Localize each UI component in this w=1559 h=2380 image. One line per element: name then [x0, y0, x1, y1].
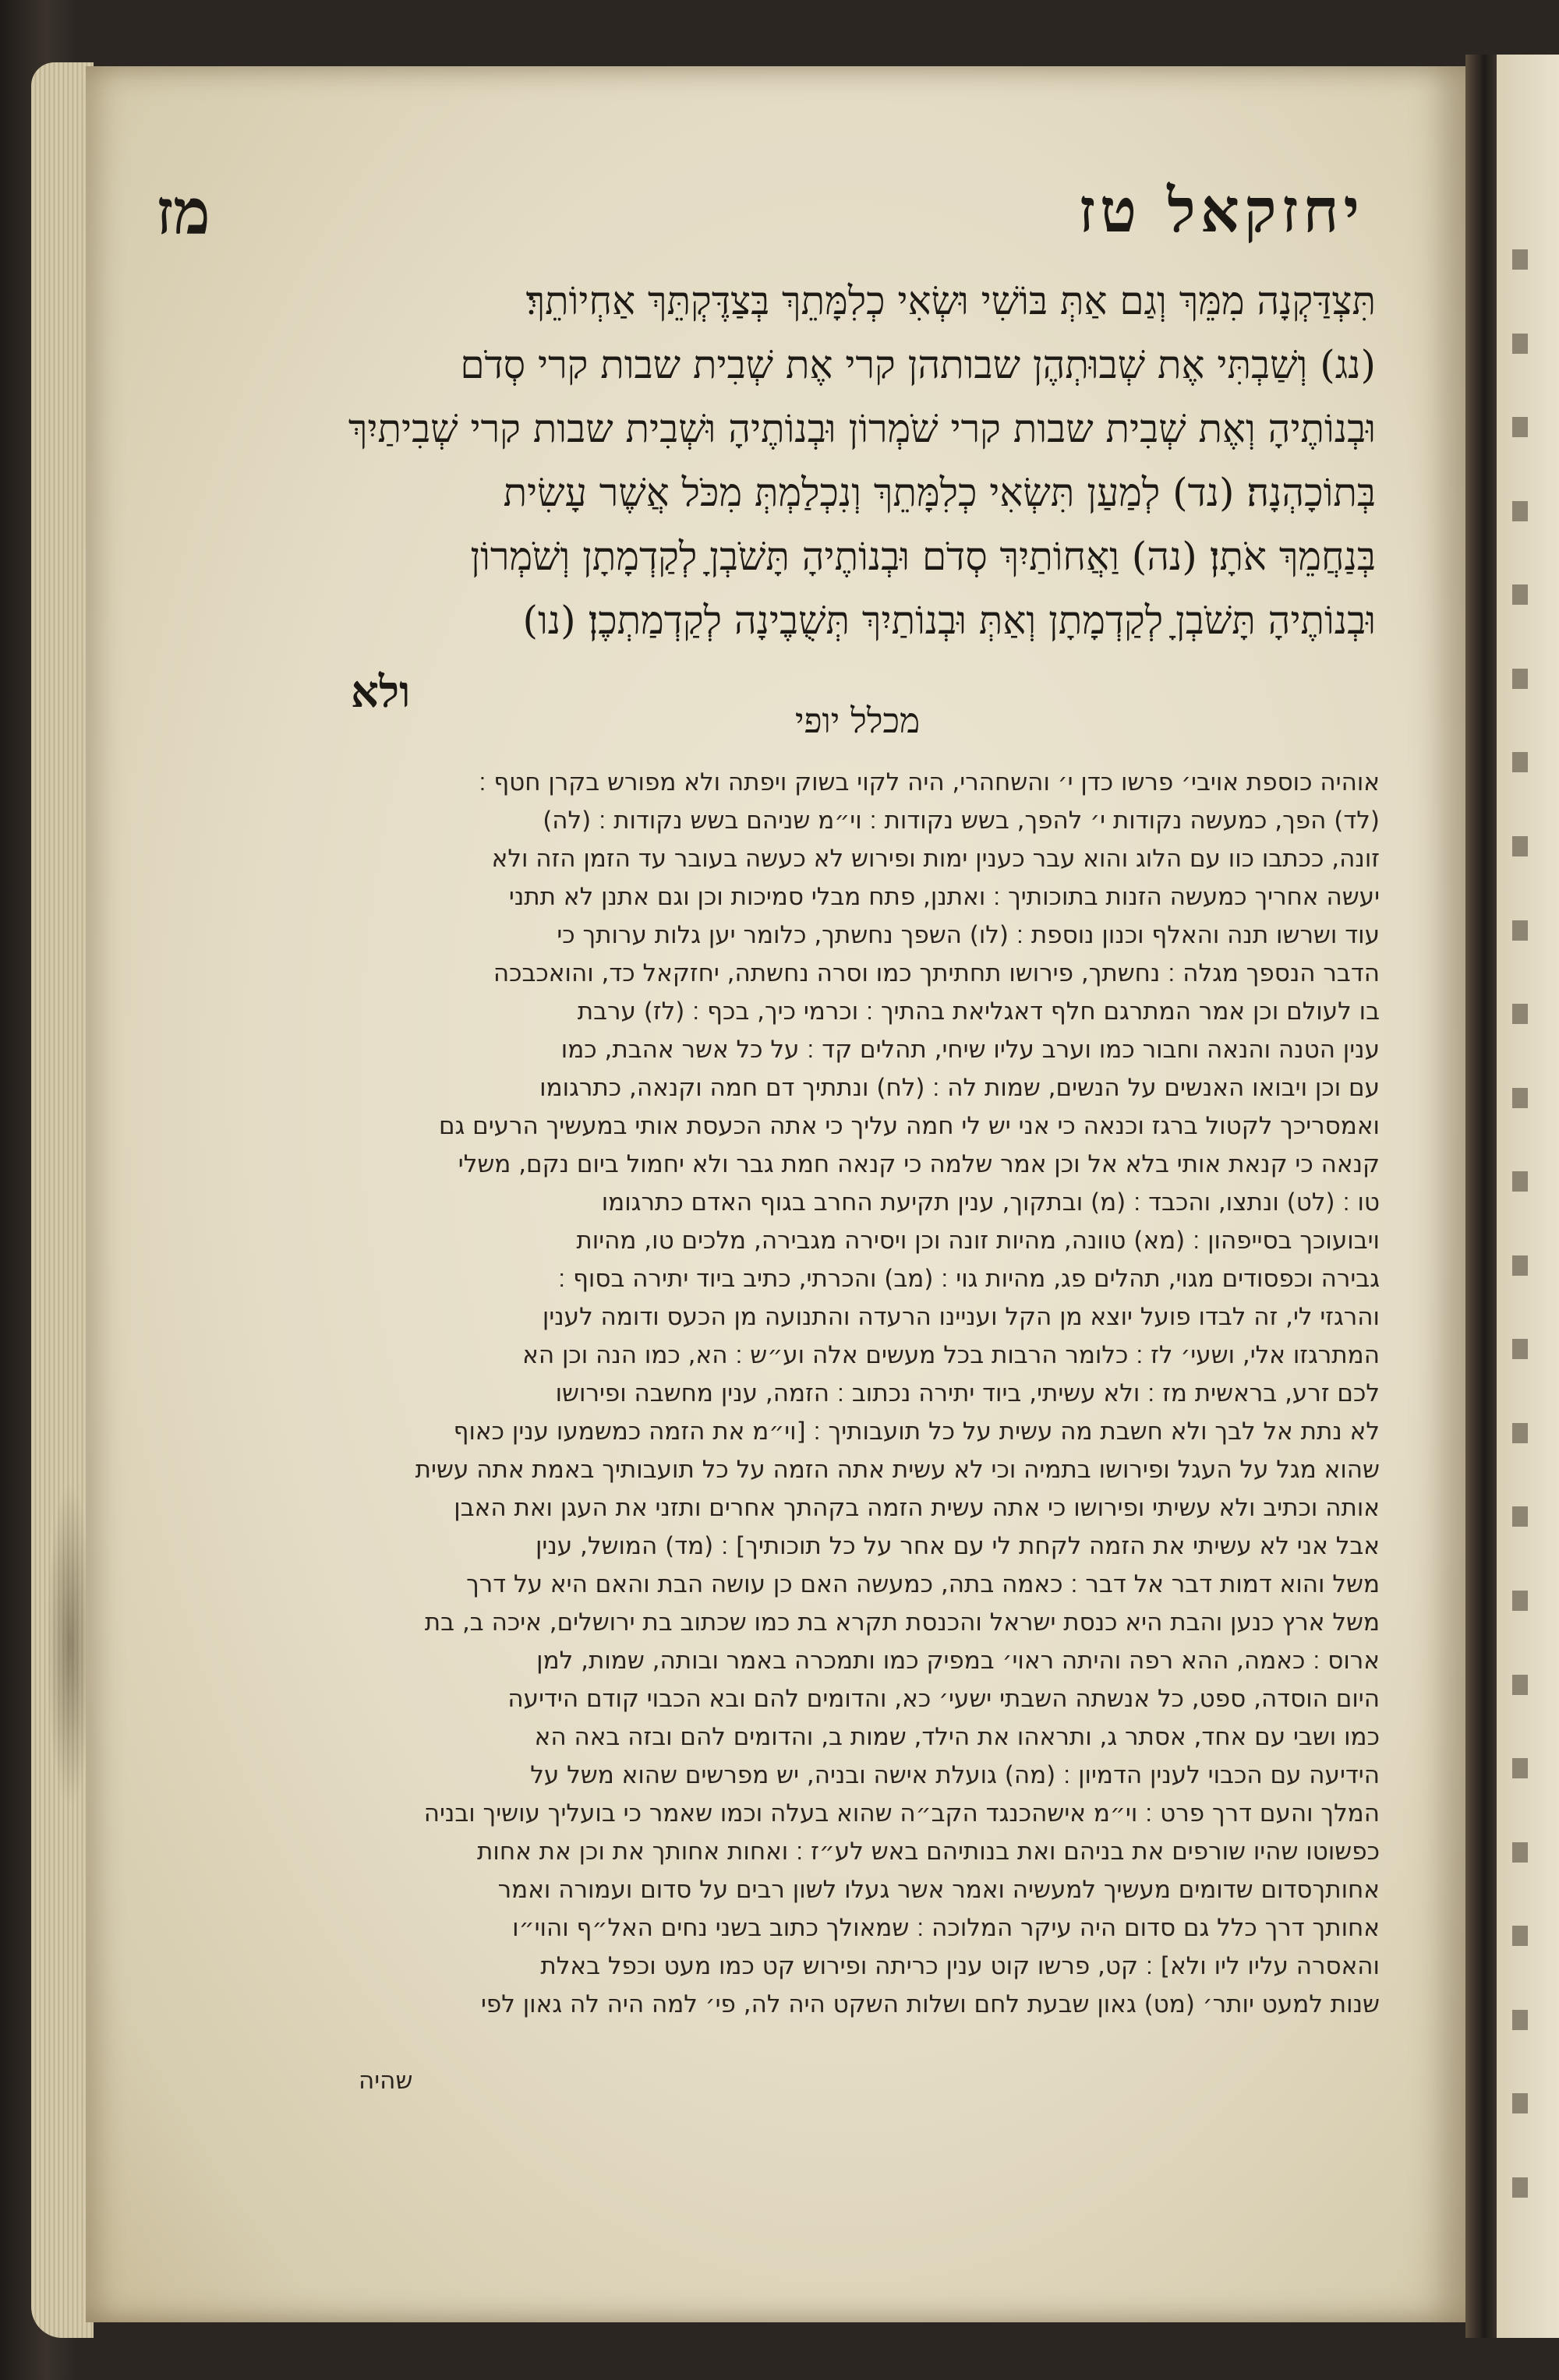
commentary-line: בו לעולם וכן אמר המתרגם חלף דאגליאת בהתיך ׃ וכרמי כיך, בכף ׃ (לז) ערבת: [577, 998, 1380, 1026]
commentary-line: עוד ושרשו תנה והאלף וכנון נוספת ׃ (לו) השפך נחשתך, כלומר יען גלות ערותך כי: [557, 921, 1380, 949]
commentary-line: הידיעה עם הכבוי לענין הדמיון ׃ (מה) גועלת אישה ובניה, יש מפרשים שהוא משל על: [530, 1761, 1380, 1789]
commentary-line: שהוא מגל על העגל ופירושו בתמיה וכי לא עשית אתה הזמה על כל תועבותיך באמת אתה עשית: [415, 1456, 1380, 1484]
commentary-line: היום הוסדה, ספט, כל אנשתה השבתי ישעי׳ כא, והדומים להם ובא הכבוי קודם הידיעה: [507, 1685, 1380, 1713]
commentary-line: אחותךסדום שדומים מעשיך למעשיה ואמר אשר געלו לשון רבים על סדום ועמורה ואמר: [497, 1876, 1380, 1904]
commentary-line: גבירה וכפסודים מגוי, תהלים פג, מהיות גוי ׃ (מב) והכרתי, כתיב ביוד יתירה בסוף ׃: [558, 1265, 1380, 1293]
commentary-line: אותה וכתיב ולא עשיתי ופירושו כי אתה עשית הזמה בקהתך אחרים ותזני את העגן ואת האבן: [454, 1494, 1380, 1522]
verse-line: בְּנַחֲמֵךְ אֹתָן׃ (נה) וַאֲחוֹתַיִךְ סְדֹם וּבְנוֹתֶיהָ תָּשֹׁבְןָ לְקַדְמָתָן וְשֹׁמְרוֹן: [470, 534, 1376, 579]
commentary-line: המתרגזו אלי, ושעי׳ לז ׃ כלומר הרבות בכל מעשים אלה וע״ש ׃ הא, כמו הנה וכן הא: [522, 1341, 1380, 1369]
running-title: יחזקאל טז: [1078, 175, 1364, 246]
verse-catchword: ולא: [351, 666, 411, 718]
verse-line: וּבְנוֹתֶיהָ וְאֶת שְׁבִית שבות קרי שֹׁמְרוֹן וּבְנוֹתֶיהָ וּשְׁבִית שבות קרי שְׁבִיתַיִךְ: [348, 406, 1376, 451]
commentary-line: שנות למעט יותר׳ (מט) גאון שבעת לחם ושלות השקט היה לה, פי׳ למה היה לה גאון לפי: [480, 1990, 1380, 2018]
commentary-line: [273, 2024, 1380, 2062]
commentary-line: ויבועוכך בסייפהון ׃ (מא) טוונה, מהיות זונה וכן ויסירה מגבירה, מלכים טו, מהיות: [576, 1227, 1380, 1255]
verse-line: בְּתוֹכָהְנָה׃ (נד) לְמַעַן תִּשְׂאִי כְלִמָּתֵךְ וְנִכְלַמְתְּ מִכֹּל אֲשֶׁר עָשִׂית: [503, 470, 1376, 515]
commentary-line: יעשה אחריך כמעשה הזנות בתוכותיך ׃ ואתנן, פתח מבלי סמיכות וכן וגם אתנן לא תתני: [508, 883, 1380, 911]
commentary-line: משל והוא דמות דבר אל דבר ׃ כאמה בתה, כמעשה האם כן עושה הבת והאם היא על דרך: [466, 1570, 1380, 1598]
commentary-line: ענין הטנה והנאה וחבור כמו וערב עליו שיחי, תהלים קד ׃ על כל אשר אהבת, כמו: [560, 1036, 1380, 1064]
commentary-line: לכם זרע, בראשית מז ׃ ולא עשיתי, ביוד יתירה נכתוב ׃ הזמה, ענין מחשבה ופירושו: [555, 1379, 1380, 1407]
verse-line: (נג) וְשַׁבְתִּי אֶת שְׁבוּתְהֶן שבותהן קרי אֶת שְׁבִית שבות קרי סְדֹם: [460, 342, 1376, 387]
scripture-text: [261, 269, 1376, 655]
commentary-line: המלך והעם דרך פרט ׃ וי״מ אישהכנגד הקב״ה שהוא בעלה וכמו שאמר כי בועליך עושיך ובניה: [423, 1799, 1380, 1827]
commentary-line: אבל אני לא עשיתי את הזמה לקחת לי עם אחר על כל תוכותיך] ׃ (מד) המושל, ענין: [535, 1532, 1380, 1560]
commentary-text: [273, 764, 1380, 2229]
commentary-line: אחותך דרך כלל גם סדום היה עיקר המלוכה ׃ שמאולך כתוב בשני נחים האל״ף והוי״ו: [512, 1914, 1380, 1942]
page-header: [156, 175, 1364, 269]
commentary-line: (לד) הפך, כמעשה נקודות י׳ להפך, בשש נקודות ׃ וי״מ שניהם בשש נקודות ׃ (לה): [543, 807, 1380, 835]
book-gutter: [1465, 55, 1497, 2338]
commentary-title: מכלל יופי: [794, 701, 921, 741]
facing-page-glyphs: [1512, 249, 1551, 2198]
commentary-line: ארוס ׃ כאמה, ההא רפה והיתה ראוי׳ במפיק כמו ותמכרה באמר ובותה, שמות, למן: [536, 1647, 1380, 1675]
commentary-line: ואמסריכך לקטול ברגז וכנאה כי אני יש לי חמה עליך כי אתה הכעסת אותי במעשיך הרעים גם: [438, 1112, 1380, 1140]
page-stack-edge: [31, 62, 94, 2338]
commentary-line: והרגזי לי, זה לבדו פועל יוצא מן הקל ועניינו הרעדה והתנועה מן הכעס ודומה לענין: [542, 1303, 1380, 1331]
commentary-line: קנאה כי קנאת אותי בלא אל וכן אמר שלמה כי קנאה חמת גבר ולא יחמול ביום נקם, משלי: [458, 1150, 1380, 1178]
commentary-line: אוהיה כוספת אויבי׳ פרשו כדן י׳ והשחהרי, היה לקוי בשוק ויפתה ולא מפורש בקרן חטף ׃: [479, 768, 1380, 796]
commentary-line: והאסרה עליו ליו ולא] ׃ קט, פרשו קוט ענין כריתה ופירוש קט כמו מעט וכפל באלת: [540, 1952, 1380, 1980]
verse-line: וּבְנוֹתֶיהָ תָּשֹׁבְןָ לְקַדְמָתָן וְאַתְּ וּבְנוֹתַיִךְ תְּשֻׁבֶינָה לְקַדְמַתְכֶן׃ (נו): [522, 598, 1376, 643]
commentary-line: כמו ושבי עם אחד, אסתר ג, ותראהו את הילד, שמות ב, והדומים להם ובזה באה הא: [534, 1723, 1380, 1751]
commentary-line: לא נתת אל לבך ולא חשבת מה עשית על כל תועבותיך ׃ [וי״מ את הזמה כמשמעו ענין כאוף: [453, 1418, 1380, 1446]
commentary-catchword: שהיה: [359, 2067, 413, 2095]
commentary-line: כפשוטו שהיו שורפים את בניהם ואת בנותיהם באש לע״ז ׃ ואחות אחותך את וכן את אחות: [477, 1838, 1380, 1866]
commentary-line: זונה, ככתבו כוו עם הלוג והוא עבר כענין ימות ופירוש לא כעשה בעובר עד הזמן הזה ולא: [491, 845, 1380, 873]
commentary-line: עם וכן ויבואו האנשים על הנשים, שמות לה ׃ (לח) ונתתיך דם חמה וקנאה, כתרגומו: [539, 1074, 1380, 1102]
commentary-line: הדבר הנספך מגלה ׃ נחשתך, פירושו תחתיתך כמו וסרה נחשתה, יחזקאל כד, והואכבכה: [493, 959, 1380, 987]
commentary-line: טו ׃ (לט) ונתצו, והכבד ׃ (מ) ובתקוך, ענין תקיעת החרב בגוף האדם כתרגומו: [601, 1188, 1380, 1216]
commentary-line: משל ארץ כנען והבת היא כנסת ישראל והכנסת תקרא בת כמו שכתוב בת ירושלים, איכה ב, בת: [424, 1608, 1380, 1637]
folio-number: מז: [156, 175, 210, 249]
verse-line: תִּצְדַּקְנָה מִמֵּךְ וְגַם אַתְּ בּוֹשִׁי וּשְׂאִי כְלִמָּתֵךְ בְּצַדֶּקְתֵּךְ אַחְיוֹתֵךְ׃: [525, 278, 1376, 323]
